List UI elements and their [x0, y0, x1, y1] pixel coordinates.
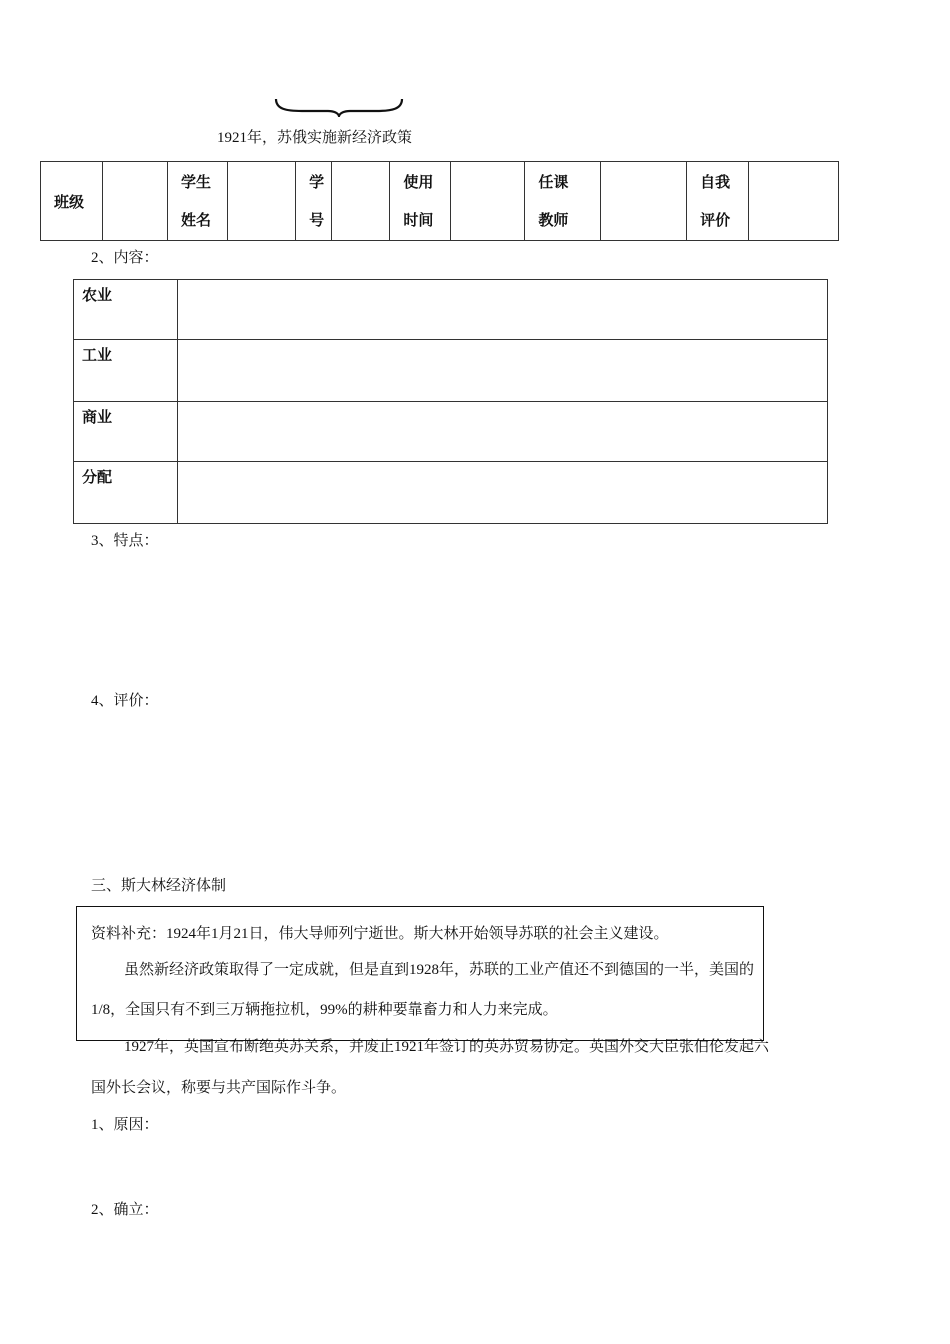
teacher-label: 任课 教师: [525, 162, 601, 241]
establish-heading: 2、确立：: [91, 1202, 159, 1218]
material-line-2: 虽然新经济政策取得了一定成就，但是直到1928年，苏联的工业产值还不到德国的一半，美国的: [124, 962, 755, 978]
row-field-commerce[interactable]: [178, 402, 828, 462]
student-name-field[interactable]: [227, 162, 295, 241]
row-label-distribution: 分配: [74, 462, 178, 524]
row-field-agriculture[interactable]: [178, 280, 828, 340]
row-label-commerce: 商业: [74, 402, 178, 462]
content-heading: 2、内容：: [91, 250, 159, 266]
content-table: [73, 279, 828, 524]
row-field-industry[interactable]: [178, 340, 828, 402]
curly-brace-icon: [272, 95, 406, 117]
self-eval-label: 自我 评价: [687, 162, 749, 241]
header-caption: 1921年，苏俄实施新经济政策: [217, 130, 413, 146]
self-eval-field[interactable]: [748, 162, 838, 241]
features-heading: 3、特点：: [91, 533, 159, 549]
row-label-industry: 工业: [74, 340, 178, 402]
evaluation-heading: 4、评价：: [91, 693, 159, 709]
reason-heading: 1、原因：: [91, 1117, 159, 1133]
material-line-1: 资料补充：1924年1月21日，伟大导师列宁逝世。斯大林开始领导苏联的社会主义建设。: [91, 926, 669, 942]
student-name-label: 学生 姓名: [168, 162, 228, 241]
stalin-heading: 三、斯大林经济体制: [91, 878, 227, 894]
use-time-field[interactable]: [451, 162, 525, 241]
class-field[interactable]: [102, 162, 167, 241]
material-line-4: 1927年，英国宣布断绝英苏关系，并废止1921年签订的英苏贸易协定。英国外交大臣张伯伦发起六: [124, 1039, 770, 1055]
class-label: 班级: [41, 162, 103, 241]
material-line-5: 国外长会议，称要与共产国际作斗争。: [91, 1080, 347, 1096]
student-no-field[interactable]: [331, 162, 389, 241]
row-field-distribution[interactable]: [178, 462, 828, 524]
student-no-label: 学 号: [296, 162, 332, 241]
teacher-field[interactable]: [600, 162, 686, 241]
row-label-agriculture: 农业: [74, 280, 178, 340]
material-line-3: 1/8，全国只有不到三万辆拖拉机，99%的耕种要靠畜力和人力来完成。: [91, 1002, 558, 1018]
use-time-label: 使用 时间: [390, 162, 451, 241]
student-info-table: [40, 161, 839, 241]
